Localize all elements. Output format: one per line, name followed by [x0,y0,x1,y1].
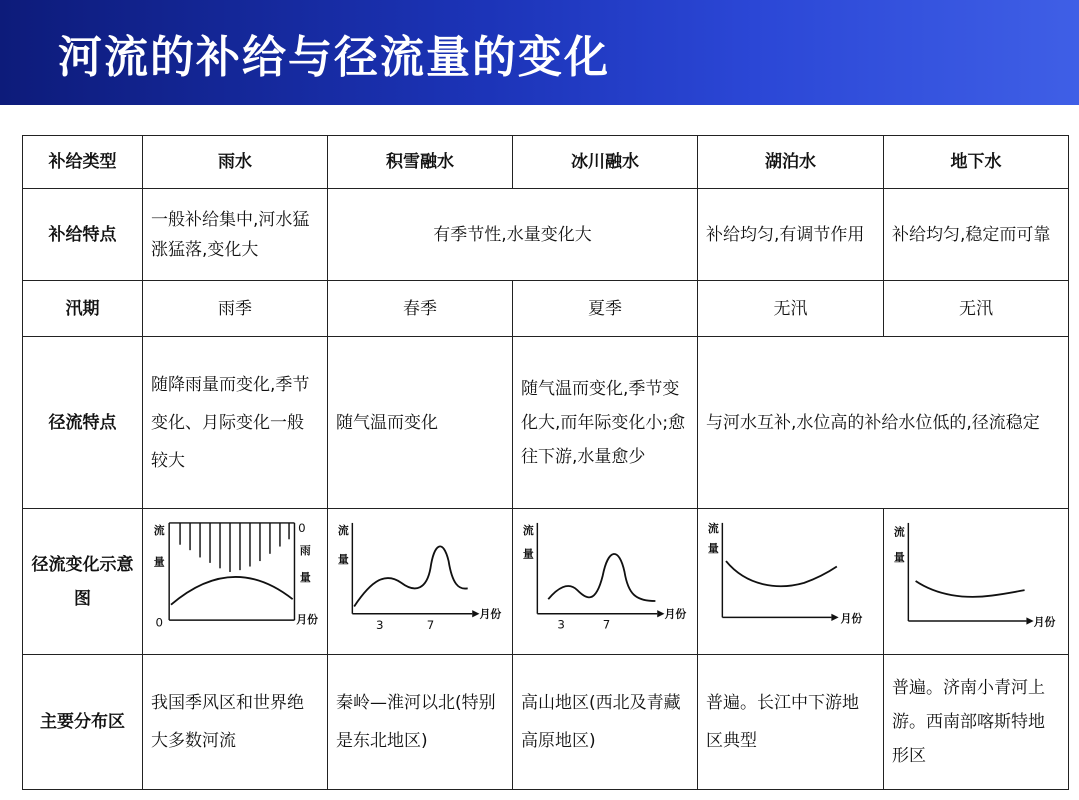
rain-zero-label: 0 [155,615,164,630]
area-rain: 我国季风区和世界绝大多数河流 [143,655,328,790]
lake-x-label: 月份 [840,611,863,625]
chart-glacier [521,509,689,654]
area-snowmelt: 秦岭—淮河以北(特别是东北地区) [328,655,513,790]
row-type [23,136,1069,189]
chart-rain-cell [143,509,328,655]
area-glacier: 高山地区(西北及青藏高原地区) [513,655,698,790]
rain-y-label-1: 流 [153,523,165,537]
col-glacier: 冰川融水 [513,136,698,189]
lake-runoff-curve [726,561,837,586]
runoff-glacier: 随气温而变化,季节变化大,而年际变化小;愈往下游,水量愈少 [513,337,698,509]
snow-y-label-2: 量 [337,552,349,566]
rain-right-label-1: 雨 [299,543,311,557]
feature-lake: 补给均匀,有调节作用 [698,189,884,281]
ground-x-arrow [1026,617,1033,624]
snow-y-label-1: 流 [337,523,349,537]
row-label-runoff: 径流特点 [23,337,143,509]
col-rain: 雨水 [143,136,328,189]
rain-top-zero-label: 0 [298,521,306,536]
row-label-chart: 径流变化示意图 [23,509,143,655]
ground-y-label-1: 流 [893,525,905,539]
lake-x-arrow [831,614,838,621]
snow-runoff-curve [354,546,468,606]
glacier-x-label: 月份 [664,607,687,621]
lake-y-label-1: 流 [707,521,719,535]
glacier-y-label-1: 流 [522,523,534,537]
snow-x-arrow [472,610,479,617]
row-label-area: 主要分布区 [23,655,143,790]
glacier-tick-3: 3 [557,617,565,632]
feature-rain: 一般补给集中,河水猛涨猛落,变化大 [143,189,328,281]
flood-lake: 无汛 [698,281,884,337]
row-label-feature: 补给特点 [23,189,143,281]
feature-ground: 补给均匀,稳定而可靠 [884,189,1069,281]
rain-runoff-curve [171,577,293,605]
runoff-snow: 随气温而变化 [328,337,513,509]
snow-tick-7: 7 [426,618,435,633]
rain-y-label-2: 量 [153,555,165,569]
rain-right-label-2: 量 [299,571,311,585]
row-flood [23,281,1069,337]
glacier-runoff-curve [548,554,655,601]
chart-snowmelt-cell [328,509,513,655]
row-chart [23,509,1069,655]
flood-snowmelt: 春季 [328,281,513,337]
chart-ground [892,509,1060,654]
chart-lake [706,509,875,654]
chart-snowmelt [336,509,504,654]
glacier-y-label-2: 量 [522,547,534,561]
snow-x-label: 月份 [479,607,502,621]
ground-x-label: 月份 [1033,615,1056,629]
rain-x-label: 月份 [296,612,319,626]
col-lake: 湖泊水 [698,136,884,189]
snow-tick-3: 3 [375,618,384,633]
feature-melt: 有季节性,水量变化大 [328,189,698,281]
river-supply-table [22,135,1069,790]
area-lake: 普遍。长江中下游地区典型 [698,655,884,790]
row-runoff [23,337,1069,509]
row-label-type: 补给类型 [23,136,143,189]
lake-y-label-2: 量 [707,541,719,555]
title-banner [0,0,1079,105]
rain-bars [180,523,289,572]
row-area [23,655,1069,790]
ground-y-label-2: 量 [893,551,905,565]
chart-rain [151,509,319,654]
flood-ground: 无汛 [884,281,1069,337]
col-snowmelt: 积雪融水 [328,136,513,189]
ground-runoff-curve [916,581,1025,597]
flood-glacier: 夏季 [513,281,698,337]
chart-lake-cell [698,509,884,655]
row-feature [23,189,1069,281]
runoff-rain: 随降雨量而变化,季节变化、月际变化一般较大 [143,337,328,509]
area-ground: 普遍。济南小青河上游。西南部喀斯特地形区 [884,655,1069,790]
flood-rain: 雨季 [143,281,328,337]
chart-glacier-cell [513,509,698,655]
page-title: 河流的补给与径流量的变化 [58,32,610,83]
glacier-tick-7: 7 [602,617,611,632]
col-groundwater: 地下水 [884,136,1069,189]
runoff-lake-ground: 与河水互补,水位高的补给水位低的,径流稳定 [698,337,1069,509]
chart-ground-cell [884,509,1069,655]
glacier-x-arrow [657,610,664,617]
row-label-flood: 汛期 [23,281,143,337]
